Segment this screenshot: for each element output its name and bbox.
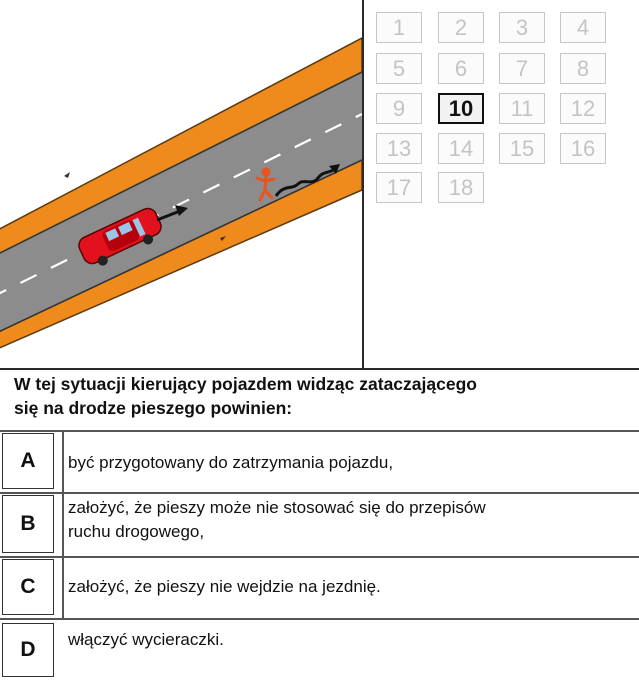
situation-illustration	[0, 0, 362, 365]
question-divider	[0, 368, 639, 370]
question-number-8[interactable]: 8	[560, 53, 606, 84]
question-number-17[interactable]: 17	[376, 172, 422, 203]
road-scene	[0, 0, 362, 365]
answer-c[interactable]	[0, 556, 639, 618]
vertical-divider	[362, 0, 364, 368]
answer-text-a: być przygotowany do zatrzymania pojazdu,	[68, 453, 394, 472]
question-text	[14, 372, 624, 420]
question-line-2: się na drodze pieszego powinien:	[14, 398, 293, 418]
question-number-10-active[interactable]: 10	[438, 93, 484, 124]
answer-letter-a: A	[2, 433, 54, 489]
question-number-16[interactable]: 16	[560, 133, 606, 164]
question-number-2[interactable]: 2	[438, 12, 484, 43]
question-number-9[interactable]: 9	[376, 93, 422, 124]
answer-letter-b: B	[2, 495, 54, 553]
question-number-11[interactable]: 11	[499, 93, 545, 124]
answer-text-d: włączyć wycieraczki.	[68, 630, 224, 649]
answer-letter-d: D	[2, 623, 54, 677]
answer-a[interactable]	[0, 430, 639, 492]
question-number-13[interactable]: 13	[376, 133, 422, 164]
answer-b[interactable]	[0, 492, 639, 556]
question-number-15[interactable]: 15	[499, 133, 545, 164]
question-number-6[interactable]: 6	[438, 53, 484, 84]
answer-letter-c: C	[2, 559, 54, 615]
question-number-14[interactable]: 14	[438, 133, 484, 164]
question-number-7[interactable]: 7	[499, 53, 545, 84]
question-number-5[interactable]: 5	[376, 53, 422, 84]
answer-text-b: założyć, że pieszy może nie stosować się do przepisów ruchu drogowego,	[68, 498, 486, 541]
question-number-4[interactable]: 4	[560, 12, 606, 43]
question-line-1: W tej sytuacji kierujący pojazdem widząc zataczającego	[14, 374, 477, 394]
question-number-12[interactable]: 12	[560, 93, 606, 124]
answer-text-c: założyć, że pieszy nie wejdzie na jezdnię.	[68, 577, 381, 596]
question-number-grid	[376, 12, 632, 202]
answer-d[interactable]	[0, 620, 639, 682]
question-number-18[interactable]: 18	[438, 172, 484, 203]
question-number-1[interactable]: 1	[376, 12, 422, 43]
question-number-3[interactable]: 3	[499, 12, 545, 43]
